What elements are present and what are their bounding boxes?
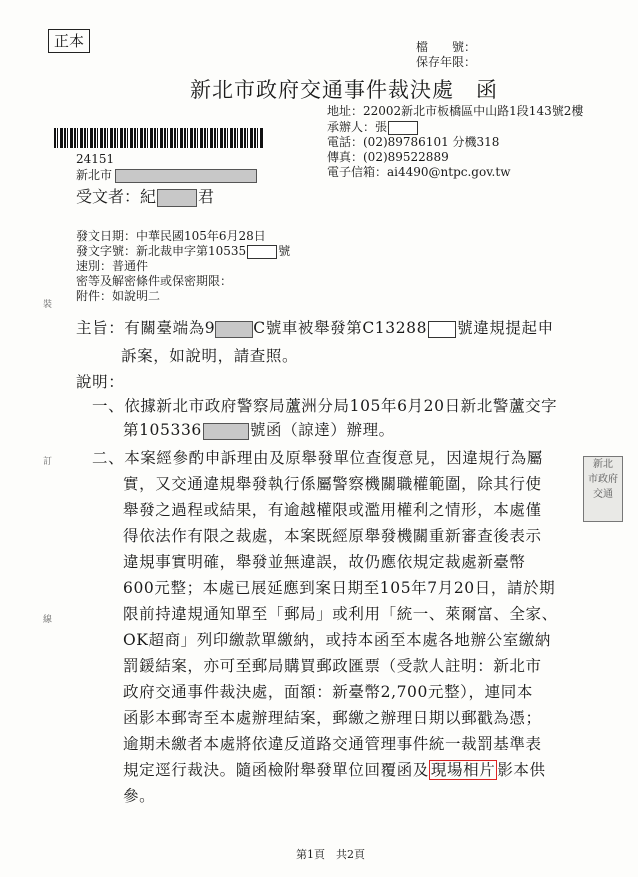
redacted-recipient-name xyxy=(157,189,197,207)
recipient-address xyxy=(76,166,257,183)
item2-line: 實，又交通違規舉發執行係屬警察機關職權範圍，除其行使 xyxy=(123,475,542,493)
item2-line: 逾期未繳者本處將依違反道路交通管理事件統一裁罰基準表 xyxy=(123,735,542,753)
official-seal xyxy=(583,456,623,522)
original-copy-stamp: 正本 xyxy=(48,29,90,53)
item2-line: 舉發之過程或結果，有逾越權限或濫用權利之情形，本處僅 xyxy=(123,501,542,519)
city-text: 新北市 xyxy=(76,168,113,182)
redacted-plate xyxy=(215,321,253,338)
page-number: 第1頁 共2頁 xyxy=(296,848,365,861)
subject-text-a: 主旨：有關臺端為9 xyxy=(76,319,216,337)
retention-label: 保存年限： xyxy=(416,55,477,69)
seal-text-1: 新北 xyxy=(593,459,613,470)
item2-line: 違規事實明確，舉發並無違誤，故仍應依規定裁處新臺幣 xyxy=(123,553,526,571)
item1-line-2 xyxy=(123,418,395,440)
recipient-suffix: 君 xyxy=(198,187,215,206)
recipient-line xyxy=(76,184,214,207)
issue-date: 發文日期：中華民國105年6月28日 xyxy=(76,229,266,243)
subject-line-1 xyxy=(76,316,554,338)
redacted-reference-number xyxy=(203,423,249,440)
redacted-issue-number xyxy=(247,245,277,259)
secrecy-level: 密等及解密條件或保密期限： xyxy=(76,274,233,288)
attachment-note: 附件：如說明二 xyxy=(76,289,161,303)
file-number-label: 檔 號： xyxy=(416,40,477,54)
highlighted-site-photos: 現場相片 xyxy=(430,761,496,779)
redacted-address xyxy=(115,169,257,183)
item2-last-text-a: 規定逕行裁決。隨函檢附舉發單位回覆函及 xyxy=(123,761,429,779)
item2-line: 函影本郵寄至本處辦理結案，郵繳之辦理日期以郵戳為憑； xyxy=(123,709,542,727)
item1-text-b: 號函（諒達）辦理。 xyxy=(249,421,395,439)
margin-mark-stitch: 訂 xyxy=(43,457,53,467)
item2-line: 得依法作有限之裁處，本案既經原舉發機關重新審查後表示 xyxy=(123,527,542,545)
contact-fax: 傳真：(02)89522889 xyxy=(327,150,449,164)
item2-end: 參。 xyxy=(123,787,156,805)
redacted-ticket-number xyxy=(428,321,456,338)
item2-line: 限前持違規通知單至「郵局」或利用「統一、萊爾富、全家、 xyxy=(123,605,558,623)
contact-email: 電子信箱：ai4490@ntpc.gov.tw xyxy=(327,165,511,179)
item2-line: 罰鍰結案，亦可至郵局購買郵政匯票（受款人註明：新北市 xyxy=(123,657,542,675)
item2-last-text-b: 影本供 xyxy=(497,761,546,779)
item1-line-1: 一、依據新北市政府警察局蘆洲分局105年6月20日新北警蘆交字 xyxy=(92,397,558,415)
issue-number-suffix: 號 xyxy=(278,244,291,258)
item2-line-1: 二、本案經參酌申訴理由及原舉發單位查復意見，因違規行為屬 xyxy=(92,449,543,467)
issue-number-prefix: 發文字號：新北裁申字第10535 xyxy=(76,244,247,258)
recipient-prefix: 受文者：紀 xyxy=(76,187,157,206)
subject-text-b: C號車被舉發第C13288 xyxy=(253,319,428,337)
delivery-speed: 速別：普通件 xyxy=(76,259,149,273)
explanation-label: 說明： xyxy=(76,373,125,391)
postal-code: 24151 xyxy=(76,152,115,166)
mail-barcode xyxy=(54,128,264,148)
item2-line: 政府交通事件裁決處，面額：新臺幣2,700元整），連同本 xyxy=(123,683,533,701)
item2-last-line xyxy=(123,758,546,780)
seal-text-3: 交通 xyxy=(593,489,613,500)
item2-line: OK超商」列印繳款單繳納，或持本函至本處各地辦公室繳納 xyxy=(123,631,551,649)
handler-text: 承辦人：張 xyxy=(327,120,388,134)
contact-address: 地址：22002新北市板橋區中山路1段143號2樓 xyxy=(327,104,584,118)
margin-mark-line: 線 xyxy=(43,615,53,625)
item2-line: 600元整；本處已展延應到案日期至105年7月20日，請於期 xyxy=(123,579,556,597)
seal-text-2: 市政府 xyxy=(588,474,618,485)
margin-mark-bind: 裝 xyxy=(43,300,53,310)
subject-text-c: 號違規提起申 xyxy=(457,319,554,337)
item1-text-a: 第105336 xyxy=(123,421,202,439)
document-title: 新北市政府交通事件裁決處 函 xyxy=(190,78,498,102)
contact-phone: 電話：(02)89786101 分機318 xyxy=(327,135,500,149)
subject-line-2: 訴案，如說明，請查照。 xyxy=(121,347,299,365)
